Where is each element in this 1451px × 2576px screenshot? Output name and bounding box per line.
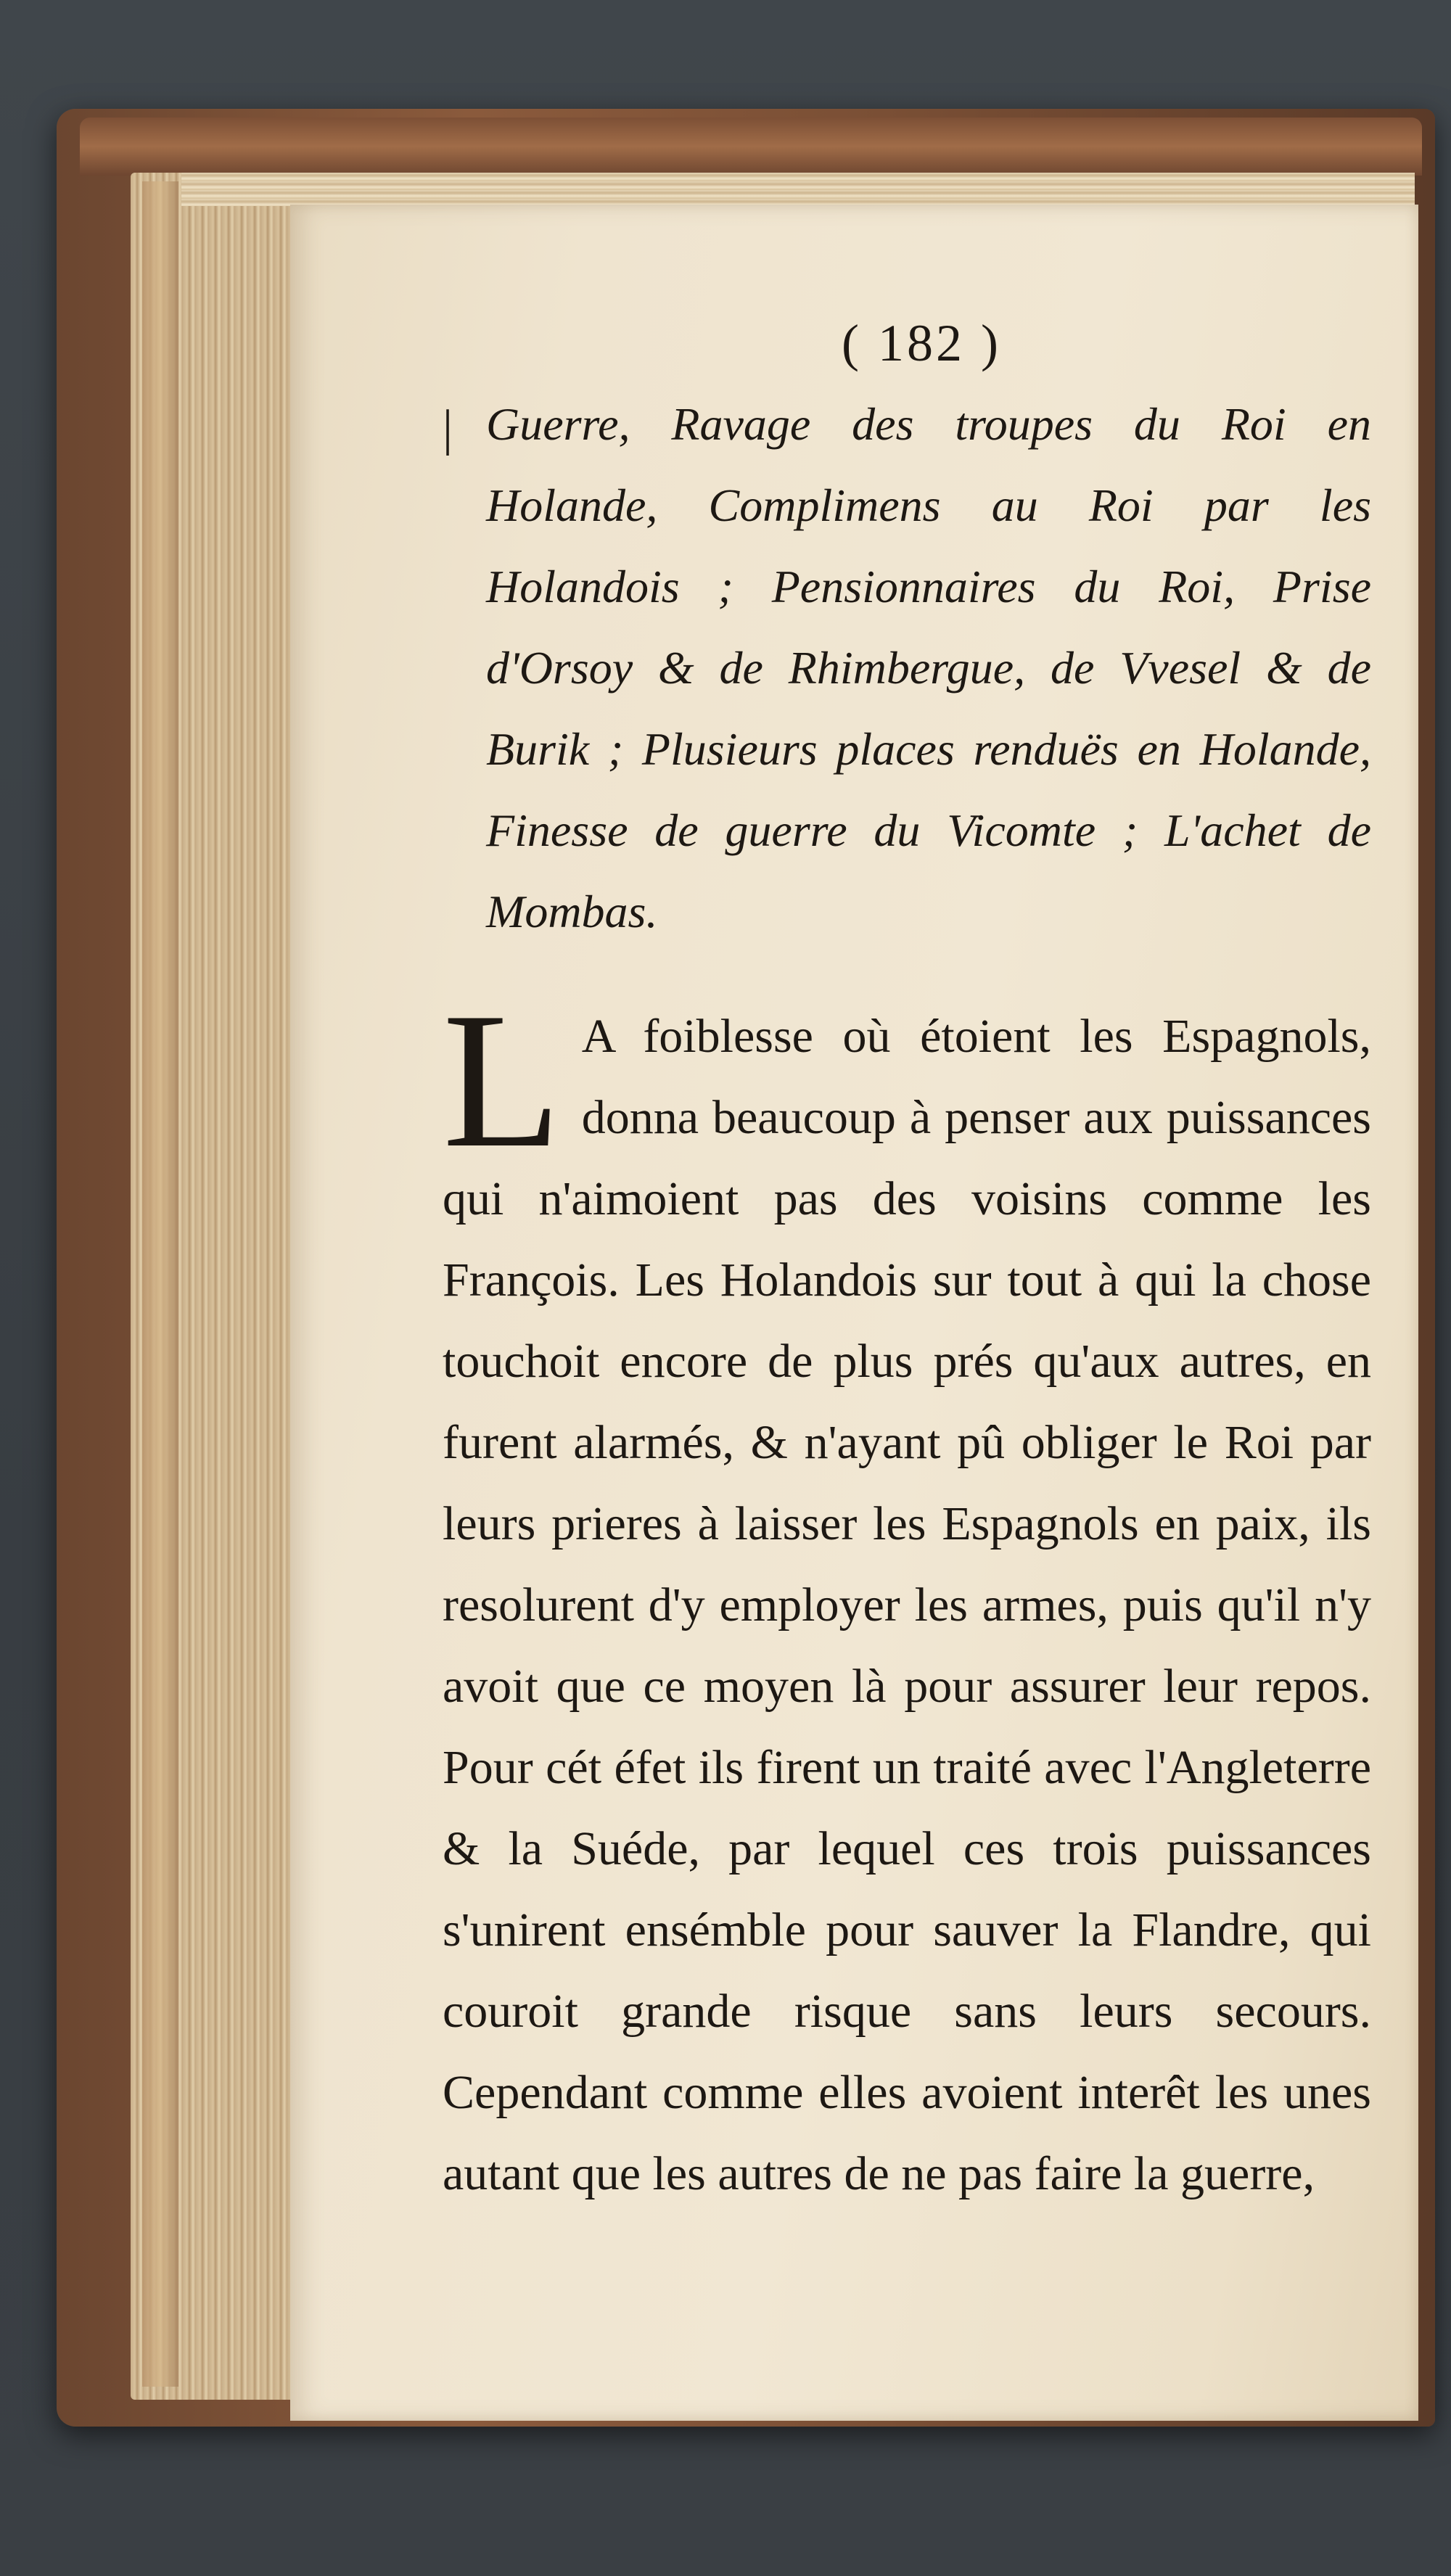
page-number: ( 182 ) [842, 314, 1001, 372]
chapter-summary [443, 384, 1371, 952]
summary-mark: | [443, 400, 453, 456]
chapter-summary-text: Guerre, Ravage des troupes du Roi en Holande, Complimens au Roi par les Holandois ; Pensionnaires du Roi, Prise d'Orsoy & de Rhimbergue, de Vvesel & de Burik ; Plusieurs places renduës en Holande, Finesse de guerre du Vicomte ; L'achet de Mombas. [486, 398, 1371, 937]
book-page [290, 205, 1418, 2421]
body-paragraph-text: A foiblesse où étoient les Espagnols, donna beaucoup à penser aux puissances qui n'aimoient pas des voisins comme les François. Les Holandois sur tout à qui la chose touchoit encore de plus prés qu'aux autres, en furent alarmés, & n'ayant pû obliger le Roi par leurs prieres à laisser les Espagnols en paix, ils resolurent d'y employer les armes, puis qu'il n'y avoit que ce moyen là pour assurer leur repos. Pour cét éfet ils firent un traité avec l'Angleterre & la Suéde, par lequel ces trois puissances s'unirent ensémble pour sauver la Flandre, qui couroit grande risque sans leurs secours. Cependant comme elles avoient interêt les unes autant que les autres de ne pas faire la guerre, [443, 1010, 1371, 2200]
book-cover-top-edge [80, 118, 1422, 176]
drop-cap: L [443, 972, 562, 1188]
page-edge-gilt [142, 181, 178, 2387]
body-paragraph [443, 972, 1371, 2215]
text-block [443, 313, 1371, 2215]
page-top-edges [181, 173, 1415, 206]
